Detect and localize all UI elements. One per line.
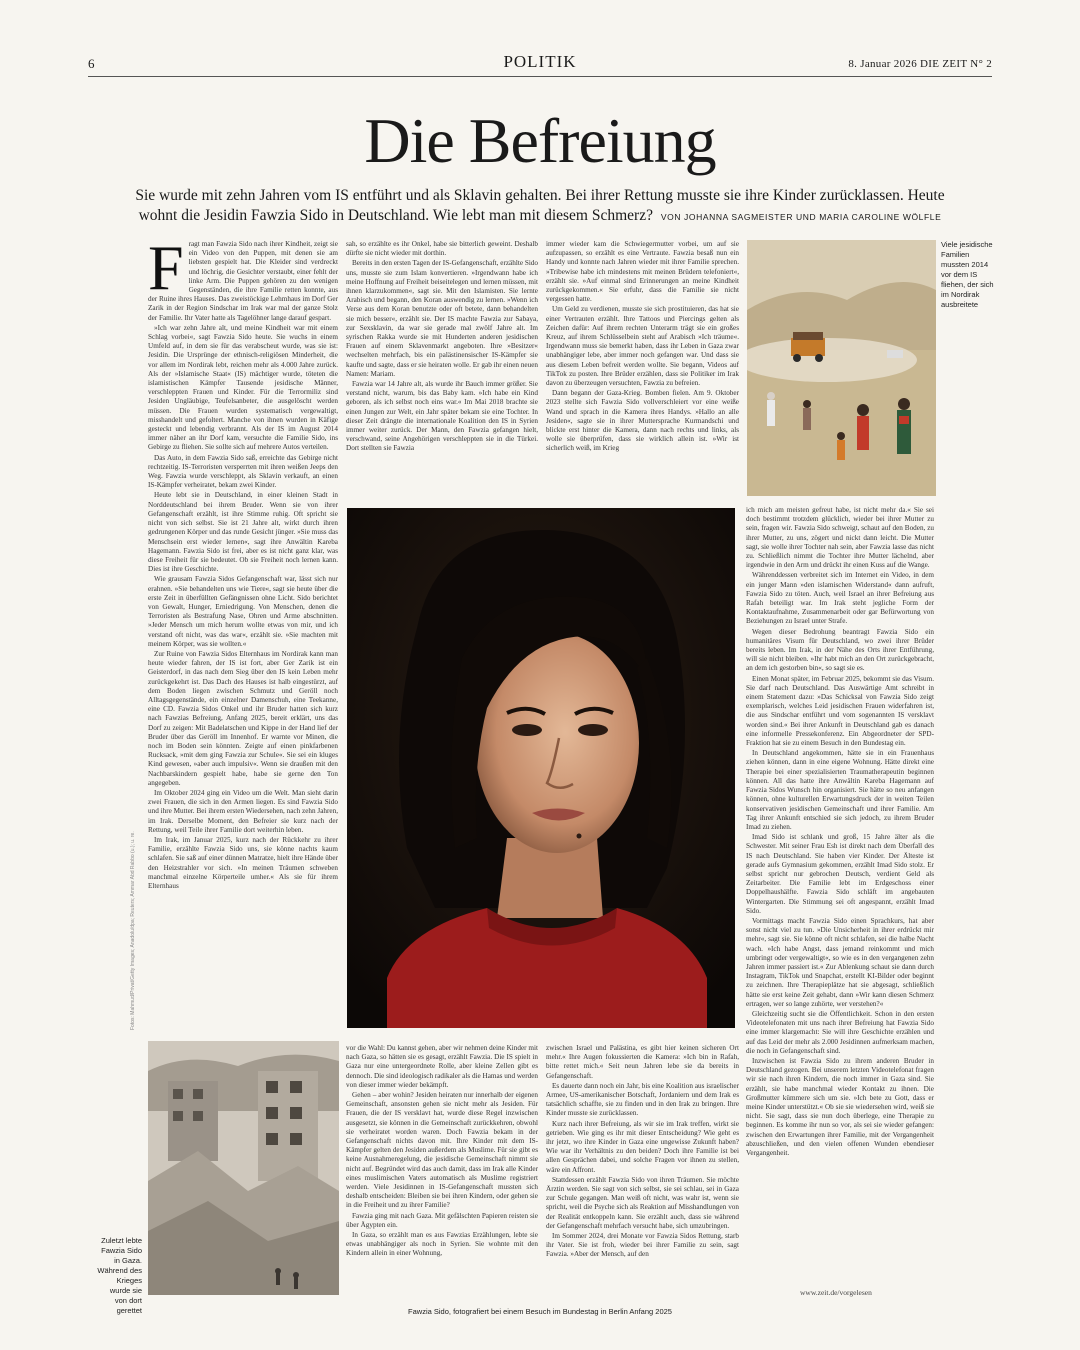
section-title: POLITIK [503, 52, 577, 71]
paragraph: Stattdessen erzählt Fawzia Sido von ihren Träumen. Sie möchte Ärztin werden. Sie sagt von sich selbst, sie sei schlau, sei in Gaza zur Schule gegangen. Man weiß oft nicht, was wahr ist, wenn sie spricht, weil die Psyche sich als Reaktion auf Misshandlungen von der Realität entkoppeln kann. Sie erzählt auch, dass sie während der Gefangenschaft mehrfach versucht habe, sich umzubringen. [546, 1175, 739, 1230]
portrait-photo [347, 508, 735, 1028]
paragraph: Heute lebt sie in Deutschland, in einer kleinen Stadt in Norddeutschland bei ihrem Bruder. Wenn sie von ihrer Gefangenschaft erzählt, ist ihre Stimme ruhig. Oft spricht sie nicht von sich selbst. Sie ist 21 Jahre alt, wirkt durch ihren gedrungenen Körper und das runde Gesicht jünger. »Sie muss das Menschsein erst wieder lernen«, sagt ihre Anwältin Kareba Hagemann. Fawzia Sido ist frei, aber es ist nicht ganz klar, was diese Freiheit für sie bedeutet. Ob sie Freiheit noch lernen kann. Dies ist ihre Geschichte. [148, 491, 338, 574]
ruins-photo [148, 1041, 339, 1295]
paragraph: In Gaza, so erzählt man es aus Fawzias Erzählungen, lebte sie etwas unabhängiger als noch in Syrien. Sie wohnte mit den Kindern allein in einer Wohnung, [346, 1231, 538, 1258]
caption-portrait: Fawzia Sido, fotografiert bei einem Besuch im Bundestag in Berlin Anfang 2025 [408, 1307, 672, 1316]
paragraph: Es dauerte dann noch ein Jahr, bis eine Koalition aus israelischer Armee, US-amerikanischer Botschaft, Jordaniern und dem Irak es tatsächlich schaffte, sie zu finden und in den Irak zu bringen. Ihre Kinder musste sie zurücklassen. [546, 1081, 739, 1118]
paragraph: Fawzia ging mit nach Gaza. Mit gefälschten Papieren reisten sie über Ägypten ein. [346, 1211, 538, 1229]
convoy-photo [747, 240, 936, 496]
paragraph: vor die Wahl: Du kannst gehen, aber wir nehmen deine Kinder mit nach Gaza, so hätten sie es gesagt, erzählt Fawzia. Die IS spielt in Gaza nur eine untergeordnete Rolle, aber kleine Zellen gibt es dennoch. Die sind ideologisch radikaler als die Hamas und werden von dieser immer wieder bekämpft. [346, 1044, 538, 1089]
paragraph: Währenddessen verbreitet sich im Internet ein Video, in dem ein junger Mann »den islamischen Widerstand« dann aufruft, Fawzia Sido zu töten. Auch, weil Israel an ihrer Befreiung aus Rafah beteiligt war. Im Irak steht jegliche Form der Kontaktaufnahme, Zusammenarbeit oder gar Befürwortung von Beziehungen zu Israel unter Strafe. [746, 571, 934, 626]
paragraph: Kurz nach ihrer Befreiung, als wir sie im Irak treffen, wirkt sie getrieben. Wie ging es ihr mit dieser Entscheidung? Wie geht es ihr jetzt, wo ihre Kinder in Gaza eine ungewisse Zukunft haben? Wie war ihr Verhältnis zu den beiden? Doch ihre Familie ist bei allen Gesprächen dabei, und solche Fragen vor ihnen zu stellen, wäre ein Affront. [546, 1119, 739, 1174]
column-3-bottom [546, 1044, 739, 1294]
paragraph: Um Geld zu verdienen, musste sie sich prostituieren, das hat sie einer Vertrauten erzählt. Ihre Tattoos und Piercings gelten als Zeichen dafür: Auf ihrem rechten Unterarm trägt sie ein großes Kreuz, auf ihrem Schlüsselbein steht auf Arabisch »Ich träume«. Irgendwann muss sie bemerkt haben, dass ihr Leben in Gaza zwar unabhängiger lebe, aber immer noch gefangen war. Und dass sie aus diesem Leben befreit werden wollte. Sie begann, Videos auf TikTok zu posten. Ihre Brüder erzählen, dass sie Politiker im Irak davon zu überzeugen versuchten, Fawzia zu befreien. [546, 305, 739, 388]
paragraph: Fawzia war 14 Jahre alt, als wurde ihr Bauch immer größer. Sie verstand nicht, warum, bis das Baby kam. »Ich habe ein Kind geboren, als ich selbst noch eins war.« Im Mai 2018 brachte sie einen Jungen zur Welt, ein Jahr später bekam sie eine Tochter. In dieser Zeit drängte die internationale Koalition den IS in Syrien immer weiter zurück. Der Mann, den Fawzia gefangen hielt, verschwand, seine Angehörigen verschleppten sie in die Türkei. Dort stellten sie Fawzia [346, 380, 538, 453]
drop-cap: F [148, 240, 184, 303]
portrait-illustration [347, 508, 735, 1028]
column-2-bottom [346, 1044, 538, 1294]
paragraph: Im Sommer 2024, drei Monate vor Fawzia Sidos Rettung, starb ihr Vater. Sie ist froh, wieder bei ihrer Familie zu sein, sagt Fawzia. »Aber der Mensch, auf den [546, 1232, 739, 1259]
paragraph: »Ich war zehn Jahre alt, und meine Kindheit war mit einem Schlag vorbei«, sagt Fawzia Sido heute. Sie wuchs in einem Umfeld auf, in dem sie für das verabscheut wurde, was sie ist: Jesidin. Die Ursprünge der ethnisch-religiösen Minderheit, die vor allem im Nordirak lebt, reichen mehr als 4.000 Jahre zurück. Als der »Islamische Staat« (IS) mächtiger wurde, töteten die islamistischen Kämpfer Tausende jesidische Männer, verschleppten Frauen und Kinder. Für die Terrormiliz sind Jesiden Ungläubige, Teufelsanbeter, die ausgelöscht werden müssen. Die Frauen wurden systematisch vergewaltigt, misshandelt und gefoltert. Manche von ihnen wurden in Käfige gesteckt und lebendig verbrannt. Als der IS im August 2014 immer näher an ihr Dorf kam, versuchte die Familie Sido, ins Gebirge zu fliehen. Sie sollte sich auf mehrere Autos verteilen. [148, 323, 338, 452]
paragraph: Gehen – aber wohin? Jesiden heiraten nur innerhalb der eigenen Gemeinschaft, ansonsten gehen sie nicht mehr als Jesiden. Für Frauen, die der IS versklavt hat, wurde diese Regel inzwischen ausgesetzt, sie können in die Gemeinschaft zurückkehren, obwohl sie verheiratet worden waren. Doch Fawzia bekam in der Gefangenschaft nichts davon mit. Ihre Kinder mit dem IS-Kämpfer gelten den Jesiden außerdem als Muslime. Für sie gibt es keine Ausnahmeregelung, die jesidische Gemeinschaft nimmt sie nicht auf. Begründet wird das auch damit, dass im Irak alle Kinder eines muslimischen Vaters automatisch als Muslime registriert werden. Viele Jesidinnen in IS-Gefangenschaft mussten sich deshalb entscheiden: Bleiben sie bei ihren Kindern, oder gehen sie in die Freiheit und zu ihrer Familie? [346, 1091, 538, 1210]
paragraph: sah, so erzählte es ihr Onkel, habe sie bitterlich geweint. Deshalb dürfte sie nicht wieder mit dorthin. [346, 240, 538, 258]
paragraph: Das Auto, in dem Fawzia Sido saß, erreichte das Gebirge nicht rechtzeitig. IS-Terroristen versperrten mit ihren weißen Jeeps den Weg. Fawzia wurde verschleppt, als Sklavin verkauft, an einen IS-Kämpfer verheiratet, bekam zwei Kinder. [148, 453, 338, 490]
paragraph: Bereits in den ersten Tagen der IS-Gefangenschaft, erzählte Sido uns, musste sie zum Islam konvertieren. »Irgendwann habe ich meine Hoffnung auf Freiheit beiseitelegen und lernen müssen, mit ihnen klarzukommen«, sagt sie. Mit den Islamisten. Sie lernte Arabisch und begann, den Koran auswendig zu lernen. »Wenn ich Verse aus dem Koran benutzte oder oft betete, dann behandelten sie mich besser«, erzählt sie. Der IS machte Fawzia zur Sabaya, zur Sexsklavin, da war sie gerade mal zwölf Jahre alt. Im syrischen Rakka wurde sie mit Hunderten anderen jesidischen Frauen auf einem Sklavenmarkt angeboten. Ihre »Besitzer« wechselten mehrfach, bis ein palästinensischer IS-Kämpfer sie kaufte und sagte, dass er sie heiraten wolle. Er gab ihr einen neuen Namen: Mariam. [346, 259, 538, 378]
convoy-illustration [747, 240, 936, 496]
caption-ruins: Zuletzt lebte Fawzia Sido in Gaza. Während des Krieges wurde sie von dort gerettet [97, 1236, 142, 1315]
paragraph: ragt man Fawzia Sido nach ihrer Kindheit, zeigt sie ein Video von den Puppen, mit denen sie am liebsten gespielt hat. Die Kleider sind verdreckt und löchrig, die Gesichter verstaubt, einer fehlt der linke Arm. Die Puppen gehören zu den wenigen Gegenständen, die ihre Familie retten konnte, aus der Ruine ihres Hauses. Das zweistöckige Lehmhaus im Dorf Ger Zarik in der Region Sindschar im Irak war mal der ganze Stolz der Familie. Ihr Vater hatte als Tagelöhner lange darauf gespart. [148, 240, 338, 322]
paragraph: Wegen dieser Bedrohung beantragt Fawzia Sido ein humanitäres Visum für Deutschland, wo zwei ihrer Brüder bereits leben. Im Irak, in der Nähe des Orts ihrer Entführung, will sie nicht bleiben. »Ihr habt mich an den Ort zurückgebracht, an dem ich gestorben bin«, so sagt sie es. [746, 627, 934, 673]
column-2-top [346, 240, 538, 502]
paragraph: Wie grausam Fawzia Sidos Gefangenschaft war, lässt sich nur erahnen. »Sie behandelten uns wie Tiere«, sagt sie heute über die erste Zeit in überfüllten Gefängnissen ohne Licht. Sido berichtet von Gewalt, Hunger, Erniedrigung. Von Menschen, denen die Terroristen als Bestrafung Nase, Ohren und Arme abschnitten. »Jeder Mensch um mich herum wollte etwas von mir, und ich verstand oft nicht, was das war«, erzählt sie. »Sie machten mit meinem Körper, was sie wollten.« [148, 575, 338, 648]
column-4 [746, 506, 934, 1294]
column-3-top [546, 240, 739, 502]
byline: VON JOHANNA SAGMEISTER UND MARIA CAROLINE WÖLFLE [660, 212, 942, 222]
ruins-illustration [148, 1041, 339, 1295]
paragraph: Einen Monat später, im Februar 2025, bekommt sie das Visum. Sie darf nach Deutschland. Das Auswärtige Amt schreibt in einem Statement dazu: »Das Schicksal von Fawzia Sido zeigt exemplarisch, welches Leid jesidischen Frauen widerfahren ist, die aus Sindschar entführt und vom sogenannten IS versklavt worden sind.« Bei ihrer Ankunft in Deutschland gab es danach eine informelle Pressekonferenz. Ein Abgeordneter der SPD-Fraktion hat sie zu einem Besuch in den Bundestag ein. [746, 674, 934, 748]
paragraph: Dann begann der Gaza-Krieg. Bomben fielen. Am 9. Oktober 2023 stellte sich Fawzia Sido vollverschleiert vor eine weiße Wand und sprach in die Kamera ihres Handys. »Hallo an alle Jesiden«, sagte sie in ihrer Muttersprache Kurmandschi und blickte erst hinter die Kamera, dann nach rechts und links, als wolle sie überprüfen, dass sie wirklich allein ist. »Wir ist sicherlich weiß, im Krieg [546, 389, 739, 453]
audio-link[interactable]: www.zeit.de/vorgelesen [800, 1288, 872, 1297]
photo-credit: Fotos: Mahmud/Privat/Getty Images; Anadolu/dpa; Reuters; Ammar Abd Rabbo (u.); u. re. [130, 831, 136, 1030]
dateline: 8. Januar 2026 DIE ZEIT N° 2 [848, 58, 992, 70]
caption-convoy: Viele jesidische Familien mussten 2014 vor dem IS fliehen, der sich im Nordirak ausbreitete [941, 240, 994, 309]
paragraph: zwischen Israel und Palästina, es gibt hier keinen sicheren Ort mehr.« Ihre Augen fokussierten die Kamera: »Ich bin in Rafah, bitte rettet mich.« Seit neun Jahren lebe sie da bereits in Gefangenschaft. [546, 1044, 739, 1080]
page-number: 6 [88, 56, 95, 71]
headline: Die Befreiung [364, 105, 716, 176]
paragraph: Inzwischen ist Fawzia Sido zu ihrem anderen Bruder in Deutschland gezogen. Bei unserem letzten Videotelefonat fragen wir sie nach ihren Kindern, die noch immer in Gaza sind. Sie erzählt, sie habe manchmal wieder Kontakt zu ihnen. Die Großmutter kümmere sich um sie. »Ich bete zu Gott, dass er meine Kinder unterstützt.« Ob sie sie wiedersehen wird, weiß sie nicht. Sie sagt, dass sie nun doch überlege, eine Therapie zu beginnen. Es komme ihr nun so vor, als sei sie wieder gefangen: zwischen den Erwartungen ihrer Familie, mit der Vergangenheit abzuschließen, und den vielen offenen Wunden ebendieser Vergangenheit. [746, 1056, 934, 1158]
column-1 [148, 240, 338, 1040]
paragraph: Vormittags macht Fawzia Sido einen Sprachkurs, hat aber sonst nicht viel zu tun. »Die Unsicherheit in ihrer erdrückt mir mehr«, sagt sie. Sie könne oft nicht schlafen, sei die halbe Nacht wach. »Ich habe Angst, dass jemand reinkommt und mich umbringt oder vergewaltigt«, so wie es in den vergangenen zehn Jahren immer passiert ist.« Zur Ablenkung schaut sie dann durch Instagram, TikTok und Snapchat, erstellt KI-Bilder oder beginnt zu zeichnen. Ihre Therapieplätze hat sie abgesagt, schließlich hätte sie erst keine Zeit gehabt, dann »Wir kann diesen Schmerz ertragen, wer so lange zuhörte, wer verstehen?« [746, 916, 934, 1008]
paragraph: ich mich am meisten gefreut habe, ist nicht mehr da.« Sie sei doch bestimmt trotzdem glücklich, wieder bei ihrer Mutter zu sein, fragen wir. Fawzia Sido schweigt, schaut auf den Boden, zu ihrer Mutter, zu uns, zögert und nickt dann leicht. Die Mutter sagt, sie wolle ihrer Tochter nah sein, aber Fawzia lasse das nicht zu. Schließlich nimmt die Tochter ihre Mutter lächelnd, aber irgendwie in den Arm und drückt ihr einen Kuss auf die Wange. [746, 506, 934, 570]
paragraph: immer wieder kam die Schwiegermutter vorbei, um auf sie aufzupassen, so erzählt es eine Vertraute. Fawzia besaß nun ein Handy und konnte nach Jahren wieder mit ihrer Familie sprechen. »Tribewise habe ich mindestens mit meinen Brüdern telefoniert«, erzählt sie. »Auf einmal sind Erinnerungen an meine Kindheit zurückgekommen.« Sie erfuhr, dass die Familie sie nicht vergessen hatte. [546, 240, 739, 304]
paragraph: Zur Ruine von Fawzia Sidos Elternhaus im Nordirak kann man heute wieder fahren, der IS ist fort, aber Ger Zarik ist ein Geisterdorf, in das nach dem Sieg über den IS kein Leben mehr zurückgekehrt ist. Das Dach des Hauses ist halb eingestürzt, auf dem Boden liegen zwischen Schmutz und Geröll noch Alltagsgegenstände, ein einzelner Damenschuh, eine Teekanne, eine CD. Fawzia Sidos Onkel und ihr Bruder hatten sich kurz nach Fawzias Befreiung, Anfang 2025, bereit erklärt, uns das Dorf zu zeigen: Mit Badelatschen und Kippe in der Hand lief der Bruder über das Geröll im Innenhof. Er warnte vor Minen, die noch im Boden sein könnten. Zeigte auf einen pinkfarbenen Rucksack, »mit dem ging Fawzia zur Schule«. Sie sei ein kluges Kind gewesen, »aber auch impulsiv«. Wenn sie draußen mit den Nachbarskindern gespielt habe, habe sie gerne den Ton angegeben. [148, 649, 338, 787]
deck-text: Sie wurde mit zehn Jahren vom IS entführt und als Sklavin gehalten. Bei ihrer Rettung musste sie ihre Kinder zurücklassen. Heute wohnt die Jesidin Fawzia Sido in Deutschland. Wie lebt man mit diesem Schmerz? [135, 187, 945, 224]
paragraph: In Deutschland angekommen, hätte sie in ein Frauenhaus ziehen können, dann in eine eigene Wohnung. Hätte direkt eine Therapie bei einer spezialisierten Traumatherapeutin beginnen können. All das hatte ihre Anwältin Kareba Hagemann auf Fawzia Sidos Wunsch hin organisiert. Sie hätte so neu anfangen können, ohne kulturellen Erwartungsdruck der in weiten Teilen konservativen jesidischen Gemeinschaft und ihrer Familie. Am Tag ihrer Ankunft entschied sie sich jedoch, zu ihrem Bruder Imad zu ziehen. [746, 749, 934, 831]
column-1-text [148, 240, 338, 891]
header-rule [88, 76, 992, 77]
paragraph: Im Oktober 2024 ging ein Video um die Welt. Man sieht darin zwei Frauen, die sich in den Armen liegen. Es sind Fawzia Sido und ihre Mutter. Bei ihrem ersten Wiedersehen, nach zehn Jahren, im Irak. Derselbe Moment, den Befreier sie kurz nach der Rettung, weil Teile ihrer Familie dort weiterhin leben. [148, 788, 338, 834]
paragraph: Im Irak, im Januar 2025, kurz nach der Rückkehr zu ihrer Familie, erzählte Fawzia Sido uns, sie könne nachts kaum schlafen. Sie saß auf einer dünnen Matratze, hielt ihre Hände über den Heizstrahler vor sich. »In meinen Träumen schweben manchmal einzelne Körperteile umher.« Als sie für ihrem Elternhaus [148, 836, 338, 891]
paragraph: Gleichzeitig sucht sie die Öffentlichkeit. Schon in den ersten Videotelefonaten mit uns nach ihrer Befreiung hat Fawzia Sido eine immer klargemacht: Sie will ihre Geschichte erzählen und auf das Leid der mehr als 2.000 Jesidinnen aufmerksam machen, die noch in Gefangenschaft sind. [746, 1009, 934, 1055]
deck [120, 186, 960, 227]
paragraph: Imad Sido ist schlank und groß, 15 Jahre älter als die Schwester. Mit seiner Frau Esh ist direkt nach dem Überfall des IS nach Deutschland. Sie haben vier Kinder. Der Älteste ist gerade aufs Gymnasium gekommen, erzählt Imad Sido stolz. Er selbst spricht nur gebrochen Deutsch, verdient Geld als Zeitarbeiter. Die Familie lebt im Erdgeschoss einer Doppelhaushälfte. Fawzia Sido schläft im angebauten Wintergarten. Die Stimmung sei oft angespannt, erzählt Imad Sido. [746, 833, 934, 915]
